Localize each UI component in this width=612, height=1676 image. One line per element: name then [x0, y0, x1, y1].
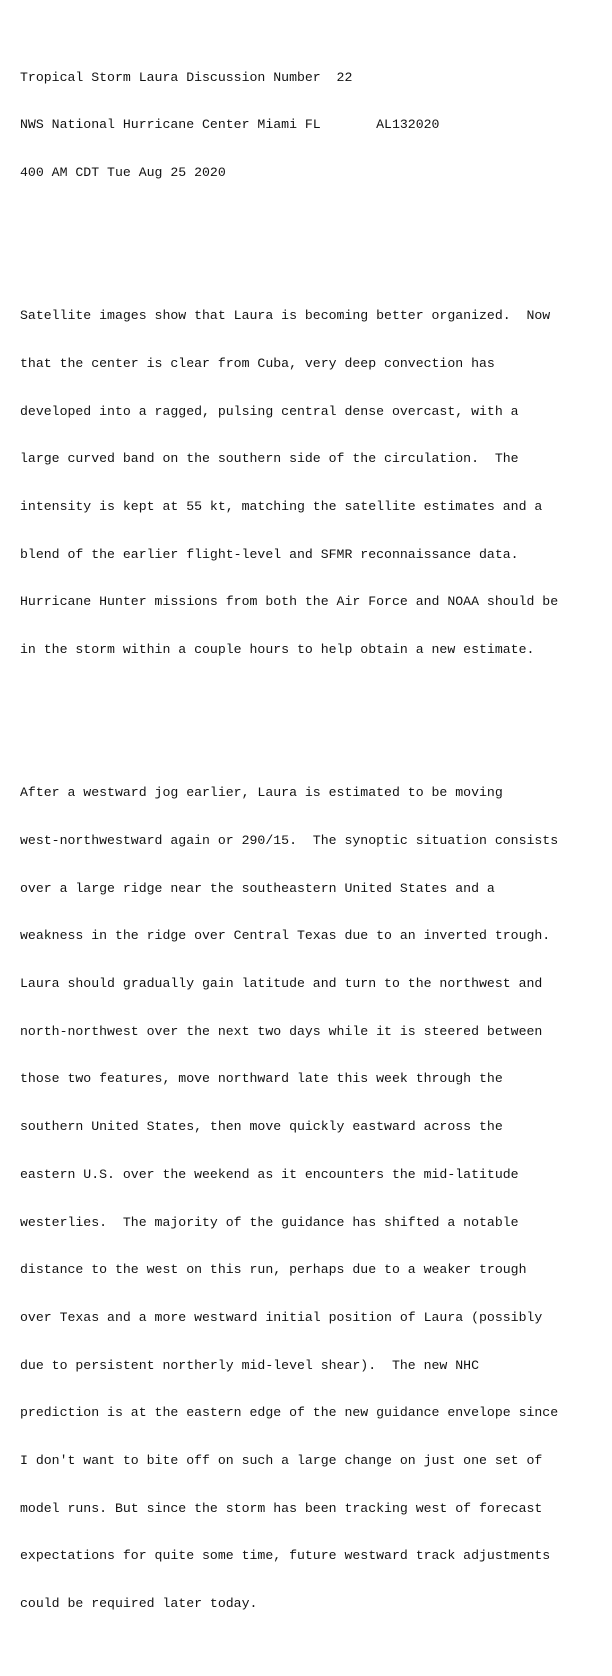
paragraph-line: eastern U.S. over the weekend as it encounters the mid-latitude — [20, 1166, 519, 1182]
paragraph-line: expectations for quite some time, future westward track adjustments — [20, 1548, 551, 1564]
paragraph-line: large curved band on the southern side of the circulation. The — [20, 451, 519, 467]
header-office: NWS National Hurricane Center Miami FL AL132020 — [20, 117, 440, 133]
paragraph-line: Satellite images show that Laura is becoming better organized. Now — [20, 308, 551, 324]
paragraph-line: Hurricane Hunter missions from both the Air Force and NOAA should be — [20, 594, 559, 610]
paragraph-line: weakness in the ridge over Central Texas due to an inverted trough. — [20, 928, 551, 944]
paragraph-line: north-northwest over the next two days while it is steered between — [20, 1023, 543, 1039]
paragraph-line: intensity is kept at 55 kt, matching the satellite estimates and a — [20, 498, 543, 514]
paragraph-line: westerlies. The majority of the guidance has shifted a notable — [20, 1214, 519, 1230]
paragraph-line: due to persistent northerly mid-level shear). The new NHC — [20, 1357, 479, 1373]
header-title: Tropical Storm Laura Discussion Number 22 — [20, 69, 353, 85]
paragraph-line: model runs. But since the storm has been tracking west of forecast — [20, 1500, 543, 1516]
paragraph-line: over a large ridge near the southeastern United States and a — [20, 880, 495, 896]
paragraph-line: After a westward jog earlier, Laura is estimated to be moving — [20, 785, 503, 801]
paragraph-line: I don't want to bite off on such a large change on just one set of — [20, 1453, 543, 1469]
paragraph-line: could be required later today. — [20, 1596, 258, 1612]
paragraph-line: those two features, move northward late this week through the — [20, 1071, 503, 1087]
paragraph-line: over Texas and a more westward initial position of Laura (possibly — [20, 1309, 543, 1325]
paragraph-line: west-northwestward again or 290/15. The synoptic situation consists — [20, 832, 559, 848]
paragraph-line: developed into a ragged, pulsing central dense overcast, with a — [20, 403, 519, 419]
discussion-header — [20, 38, 610, 213]
paragraph-line: blend of the earlier flight-level and SFMR reconnaissance data. — [20, 546, 519, 562]
paragraph-line: that the center is clear from Cuba, very deep convection has — [20, 355, 495, 371]
header-timestamp: 400 AM CDT Tue Aug 25 2020 — [20, 165, 226, 181]
paragraph-line: prediction is at the eastern edge of the new guidance envelope since — [20, 1405, 559, 1421]
paragraph-line: in the storm within a couple hours to help obtain a new estimate. — [20, 642, 535, 658]
paragraph-line: Laura should gradually gain latitude and turn to the northwest and — [20, 976, 543, 992]
paragraph-line: southern United States, then move quickly eastward across the — [20, 1119, 503, 1135]
paragraph-line: distance to the west on this run, perhaps due to a weaker trough — [20, 1262, 527, 1278]
paragraph-intensity — [20, 276, 610, 689]
discussion-document — [20, 6, 610, 1676]
paragraph-track — [20, 753, 610, 1643]
